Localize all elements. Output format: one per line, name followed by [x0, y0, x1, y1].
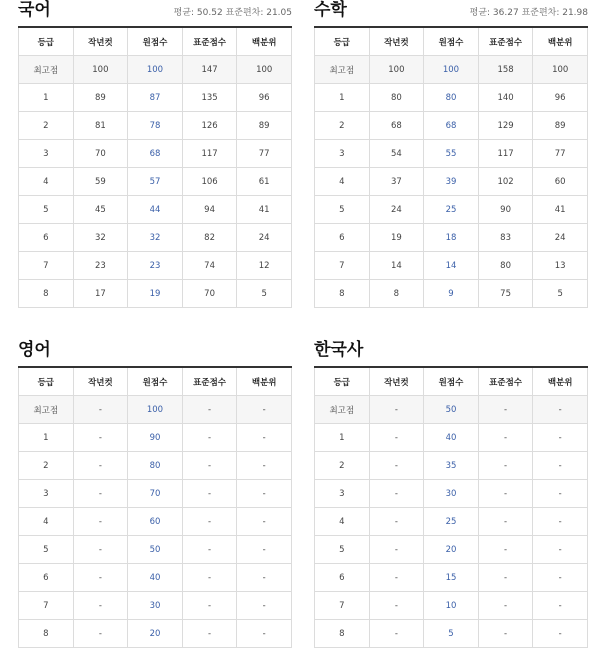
percentile-cell: - [237, 480, 292, 508]
standard-score-cell: - [478, 592, 533, 620]
standard-score-cell: - [182, 424, 237, 452]
column-header: 백분위 [237, 27, 292, 56]
last-year-cut-cell: 54 [369, 140, 424, 168]
panel-korean [18, 0, 292, 308]
raw-score-cell: 70 [128, 480, 183, 508]
last-year-cut-cell: 19 [369, 224, 424, 252]
percentile-cell: 77 [237, 140, 292, 168]
last-year-cut-cell: 45 [73, 196, 128, 224]
standard-score-cell: 102 [478, 168, 533, 196]
last-year-cut-cell: - [369, 592, 424, 620]
percentile-cell: 96 [237, 84, 292, 112]
percentile-cell: - [237, 592, 292, 620]
grade-cell: 최고점 [315, 396, 370, 424]
raw-score-cell: 55 [424, 140, 479, 168]
column-header: 작년컷 [369, 367, 424, 396]
grade-cell: 1 [19, 424, 74, 452]
percentile-cell: 5 [533, 280, 588, 308]
last-year-cut-cell: - [73, 564, 128, 592]
standard-score-cell: 126 [182, 112, 237, 140]
grade-cell: 6 [315, 224, 370, 252]
raw-score-cell: 100 [128, 396, 183, 424]
percentile-cell: 100 [533, 56, 588, 84]
table-row [315, 480, 588, 508]
raw-score-cell: 18 [424, 224, 479, 252]
column-header: 백분위 [237, 367, 292, 396]
percentile-cell: 96 [533, 84, 588, 112]
standard-score-cell: - [182, 536, 237, 564]
raw-score-cell: 68 [128, 140, 183, 168]
table-row [315, 196, 588, 224]
grade-cell: 7 [19, 592, 74, 620]
table-row [315, 252, 588, 280]
standard-score-cell: - [478, 480, 533, 508]
column-header: 원점수 [128, 367, 183, 396]
percentile-cell: - [533, 620, 588, 648]
table-row [19, 196, 292, 224]
last-year-cut-cell: - [73, 480, 128, 508]
percentile-cell: 24 [533, 224, 588, 252]
last-year-cut-cell: - [369, 508, 424, 536]
table-row [315, 224, 588, 252]
percentile-cell: 41 [533, 196, 588, 224]
raw-score-cell: 100 [128, 56, 183, 84]
raw-score-cell: 10 [424, 592, 479, 620]
table-row [315, 564, 588, 592]
column-header: 표준점수 [182, 367, 237, 396]
last-year-cut-cell: - [369, 424, 424, 452]
standard-score-cell: - [478, 396, 533, 424]
grade-table [314, 366, 588, 648]
raw-score-cell: 80 [128, 452, 183, 480]
standard-score-cell: 117 [182, 140, 237, 168]
percentile-cell: 100 [237, 56, 292, 84]
table-row [19, 564, 292, 592]
panel-title: 영어 [18, 340, 51, 360]
percentile-cell: - [237, 508, 292, 536]
grade-cell: 8 [315, 620, 370, 648]
grade-cell: 최고점 [19, 396, 74, 424]
grade-cell: 7 [315, 252, 370, 280]
table-row [19, 252, 292, 280]
grade-cell: 3 [19, 480, 74, 508]
percentile-cell: 41 [237, 196, 292, 224]
grade-cell: 3 [315, 480, 370, 508]
table-row [19, 508, 292, 536]
table-row [315, 620, 588, 648]
grade-cell: 2 [19, 452, 74, 480]
last-year-cut-cell: 89 [73, 84, 128, 112]
standard-score-cell: 74 [182, 252, 237, 280]
raw-score-cell: 50 [424, 396, 479, 424]
standard-score-cell: 75 [478, 280, 533, 308]
column-header: 원점수 [128, 27, 183, 56]
table-row [315, 140, 588, 168]
standard-score-cell: - [478, 424, 533, 452]
grade-cell: 4 [315, 508, 370, 536]
grade-cell: 6 [315, 564, 370, 592]
standard-score-cell: - [478, 620, 533, 648]
table-row [315, 56, 588, 84]
last-year-cut-cell: 59 [73, 168, 128, 196]
standard-score-cell: 135 [182, 84, 237, 112]
column-header: 표준점수 [478, 367, 533, 396]
grade-cell: 5 [315, 536, 370, 564]
table-row [315, 84, 588, 112]
last-year-cut-cell: 8 [369, 280, 424, 308]
raw-score-cell: 14 [424, 252, 479, 280]
standard-score-cell: - [182, 564, 237, 592]
column-header: 작년컷 [73, 27, 128, 56]
last-year-cut-cell: 70 [73, 140, 128, 168]
table-row [19, 396, 292, 424]
percentile-cell: - [237, 620, 292, 648]
grade-cell: 5 [19, 196, 74, 224]
standard-score-cell: 70 [182, 280, 237, 308]
raw-score-cell: 30 [128, 592, 183, 620]
table-row [315, 592, 588, 620]
last-year-cut-cell: - [73, 508, 128, 536]
grade-cell: 6 [19, 564, 74, 592]
last-year-cut-cell: 80 [369, 84, 424, 112]
last-year-cut-cell: - [369, 452, 424, 480]
percentile-cell: 60 [533, 168, 588, 196]
raw-score-cell: 90 [128, 424, 183, 452]
raw-score-cell: 57 [128, 168, 183, 196]
last-year-cut-cell: 68 [369, 112, 424, 140]
standard-score-cell: - [478, 564, 533, 592]
percentile-cell: - [533, 592, 588, 620]
table-row [19, 112, 292, 140]
percentile-cell: - [533, 396, 588, 424]
raw-score-cell: 87 [128, 84, 183, 112]
raw-score-cell: 9 [424, 280, 479, 308]
raw-score-cell: 68 [424, 112, 479, 140]
grade-cell: 6 [19, 224, 74, 252]
last-year-cut-cell: 17 [73, 280, 128, 308]
standard-score-cell: 158 [478, 56, 533, 84]
raw-score-cell: 15 [424, 564, 479, 592]
table-row [19, 620, 292, 648]
last-year-cut-cell: - [73, 620, 128, 648]
grade-cell: 5 [315, 196, 370, 224]
raw-score-cell: 20 [424, 536, 479, 564]
percentile-cell: - [237, 452, 292, 480]
percentile-cell: - [533, 452, 588, 480]
standard-score-cell: 129 [478, 112, 533, 140]
table-row [19, 536, 292, 564]
grade-cell: 1 [315, 84, 370, 112]
table-header-row [315, 27, 588, 56]
table-row [315, 508, 588, 536]
percentile-cell: - [533, 480, 588, 508]
raw-score-cell: 19 [128, 280, 183, 308]
raw-score-cell: 25 [424, 508, 479, 536]
last-year-cut-cell: 24 [369, 196, 424, 224]
last-year-cut-cell: 32 [73, 224, 128, 252]
raw-score-cell: 78 [128, 112, 183, 140]
grade-table [18, 366, 292, 648]
grade-table [314, 26, 588, 308]
column-header: 작년컷 [73, 367, 128, 396]
grade-cell: 1 [19, 84, 74, 112]
percentile-cell: - [533, 424, 588, 452]
standard-score-cell: - [182, 480, 237, 508]
grade-cell: 7 [315, 592, 370, 620]
raw-score-cell: 100 [424, 56, 479, 84]
table-row [19, 480, 292, 508]
table-row [315, 280, 588, 308]
panel-english [18, 340, 292, 648]
standard-score-cell: 94 [182, 196, 237, 224]
last-year-cut-cell: - [369, 480, 424, 508]
grade-cell: 7 [19, 252, 74, 280]
column-header: 표준점수 [478, 27, 533, 56]
last-year-cut-cell: 14 [369, 252, 424, 280]
panel-title: 수학 [314, 0, 347, 20]
last-year-cut-cell: - [369, 620, 424, 648]
standard-score-cell: 117 [478, 140, 533, 168]
column-header: 작년컷 [369, 27, 424, 56]
standard-score-cell: 106 [182, 168, 237, 196]
last-year-cut-cell: - [73, 396, 128, 424]
last-year-cut-cell: - [73, 452, 128, 480]
panel-title: 한국사 [314, 340, 364, 360]
percentile-cell: 13 [533, 252, 588, 280]
column-header: 원점수 [424, 367, 479, 396]
panel-korean-history [314, 340, 588, 648]
table-header-row [315, 367, 588, 396]
table-row [19, 224, 292, 252]
raw-score-cell: 50 [128, 536, 183, 564]
column-header: 표준점수 [182, 27, 237, 56]
raw-score-cell: 39 [424, 168, 479, 196]
table-row [19, 424, 292, 452]
panel-header [18, 0, 292, 26]
panel-header [18, 340, 292, 366]
table-row [19, 84, 292, 112]
percentile-cell: 5 [237, 280, 292, 308]
standard-score-cell: 147 [182, 56, 237, 84]
last-year-cut-cell: 100 [73, 56, 128, 84]
grade-cell: 2 [315, 112, 370, 140]
column-header: 등급 [19, 27, 74, 56]
grade-cell: 2 [19, 112, 74, 140]
raw-score-cell: 40 [128, 564, 183, 592]
grade-cell: 4 [315, 168, 370, 196]
table-row [19, 452, 292, 480]
panel-title: 국어 [18, 0, 51, 20]
grade-cell: 8 [19, 280, 74, 308]
raw-score-cell: 25 [424, 196, 479, 224]
column-header: 등급 [315, 27, 370, 56]
raw-score-cell: 30 [424, 480, 479, 508]
grade-cell: 4 [19, 168, 74, 196]
table-row [315, 536, 588, 564]
last-year-cut-cell: - [73, 592, 128, 620]
raw-score-cell: 23 [128, 252, 183, 280]
raw-score-cell: 32 [128, 224, 183, 252]
standard-score-cell: - [182, 508, 237, 536]
last-year-cut-cell: - [73, 424, 128, 452]
column-header: 백분위 [533, 367, 588, 396]
standard-score-cell: - [478, 536, 533, 564]
percentile-cell: - [237, 396, 292, 424]
percentile-cell: - [533, 508, 588, 536]
grade-cell: 최고점 [19, 56, 74, 84]
raw-score-cell: 5 [424, 620, 479, 648]
standard-score-cell: 83 [478, 224, 533, 252]
standard-score-cell: 82 [182, 224, 237, 252]
last-year-cut-cell: - [369, 564, 424, 592]
table-row [19, 56, 292, 84]
standard-score-cell: 80 [478, 252, 533, 280]
table-row [315, 168, 588, 196]
standard-score-cell: - [478, 452, 533, 480]
last-year-cut-cell: - [369, 396, 424, 424]
panel-math [314, 0, 588, 308]
grade-cell: 3 [19, 140, 74, 168]
percentile-cell: 12 [237, 252, 292, 280]
raw-score-cell: 44 [128, 196, 183, 224]
percentile-cell: - [237, 536, 292, 564]
grade-cell: 1 [315, 424, 370, 452]
standard-score-cell: 140 [478, 84, 533, 112]
table-row [315, 452, 588, 480]
last-year-cut-cell: 81 [73, 112, 128, 140]
percentile-cell: - [533, 536, 588, 564]
table-row [19, 168, 292, 196]
percentile-cell: 89 [533, 112, 588, 140]
column-header: 원점수 [424, 27, 479, 56]
raw-score-cell: 80 [424, 84, 479, 112]
panel-stats: 평균: 50.52 표준편차: 21.05 [173, 8, 292, 18]
column-header: 등급 [315, 367, 370, 396]
standard-score-cell: - [182, 452, 237, 480]
grade-cell: 8 [19, 620, 74, 648]
last-year-cut-cell: 100 [369, 56, 424, 84]
grade-cell: 3 [315, 140, 370, 168]
standard-score-cell: - [478, 508, 533, 536]
raw-score-cell: 20 [128, 620, 183, 648]
table-header-row [19, 27, 292, 56]
grade-cell: 2 [315, 452, 370, 480]
standard-score-cell: 90 [478, 196, 533, 224]
table-row [19, 280, 292, 308]
raw-score-cell: 35 [424, 452, 479, 480]
standard-score-cell: - [182, 620, 237, 648]
grade-cell: 8 [315, 280, 370, 308]
percentile-cell: 24 [237, 224, 292, 252]
panel-header [314, 340, 588, 366]
grade-cell: 4 [19, 508, 74, 536]
grade-cell: 5 [19, 536, 74, 564]
table-row [19, 140, 292, 168]
last-year-cut-cell: - [369, 536, 424, 564]
grade-table [18, 26, 292, 308]
percentile-cell: 89 [237, 112, 292, 140]
percentile-cell: - [237, 564, 292, 592]
percentile-cell: 61 [237, 168, 292, 196]
percentile-cell: - [237, 424, 292, 452]
panel-stats: 평균: 36.27 표준편차: 21.98 [469, 8, 588, 18]
grade-cell: 최고점 [315, 56, 370, 84]
raw-score-cell: 60 [128, 508, 183, 536]
last-year-cut-cell: - [73, 536, 128, 564]
percentile-cell: 77 [533, 140, 588, 168]
last-year-cut-cell: 23 [73, 252, 128, 280]
table-row [315, 112, 588, 140]
standard-score-cell: - [182, 396, 237, 424]
table-row [315, 396, 588, 424]
raw-score-cell: 40 [424, 424, 479, 452]
column-header: 등급 [19, 367, 74, 396]
last-year-cut-cell: 37 [369, 168, 424, 196]
column-header: 백분위 [533, 27, 588, 56]
table-row [19, 592, 292, 620]
percentile-cell: - [533, 564, 588, 592]
table-row [315, 424, 588, 452]
standard-score-cell: - [182, 592, 237, 620]
table-header-row [19, 367, 292, 396]
panel-header [314, 0, 588, 26]
